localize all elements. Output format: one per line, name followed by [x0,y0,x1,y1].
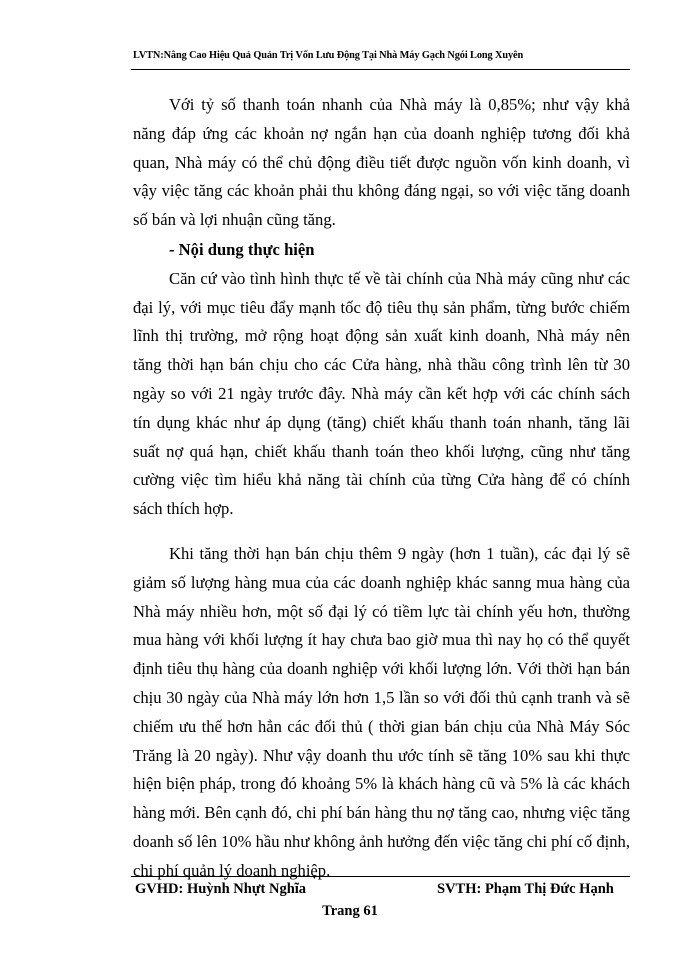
paragraph-implementation: Căn cứ vào tình hình thực tế về tài chính của Nhà máy cũng như các đại lý, với mục tiêu đẩy mạnh tốc độ tiêu thụ sản phẩm, từng bước chiếm lĩnh thị trường, mở rộng hoạt động sản xuất kinh doanh, Nhà máy nên tăng thời hạn bán chịu cho các Cửa hàng, nhà thầu công trình lên từ 30 ngày so với 21 ngày trước đây. Nhà máy cần kết hợp với các chính sách tín dụng khác như áp dụng (tăng) chiết khấu thanh toán nhanh, tăng lãi suất nợ quá hạn, chiết khấu thanh toán theo khối lượng, cũng như tăng cường việc tìm hiểu khả năng tài chính của từng Cửa hàng để có chính sách thích hợp. [133,268,630,519]
running-header: LVTN:Nâng Cao Hiệu Quả Quản Trị Vốn Lưu Động Tại Nhà Máy Gạch Ngói Long Xuyên [133,50,524,61]
page-number: Trang 61 [322,903,378,919]
advisor-name: GVHD: Huỳnh Nhựt Nghĩa [135,881,307,897]
paragraph-quick-ratio: Với tỷ số thanh toán nhanh của Nhà máy là 0,85%; như vậy khả năng đáp ứng các khoản nợ ngắn hạn của doanh nghiệp tương đối khả quan, Nhà máy có thể chủ động điều tiết được nguồn vốn kinh doanh, vì vậy việc tăng các khoản phải thu không đáng ngại, so với việc tăng doanh số bán và lợi nhuận cũng tăng. [133,95,630,230]
footer-divider [131,876,630,877]
document-body [133,91,630,886]
header-divider [131,69,630,70]
student-name: SVTH: Phạm Thị Đức Hạnh [437,881,614,897]
paragraph-impact: Khi tăng thời hạn bán chịu thêm 9 ngày (hơn 1 tuần), các đại lý sẽ giảm số lượng hàng mua của các doanh nghiệp khác sanng mua hàng của Nhà máy nhiều hơn, một số đại lý có tiềm lực tài chính yếu hơn, thường mua hàng với khối lượng ít hay chưa bao giờ mua thì nay họ có thể quyết định tiêu thụ hàng của doanh nghiệp với khối lượng lớn. Với thời hạn bán chịu 30 ngày của Nhà máy lớn hơn 1,5 lần so với đối thủ cạnh tranh và sẽ chiếm ưu thế hơn hẳn các đối thủ ( thời gian bán chịu của Nhà Máy Sóc Trăng là 20 ngày). Như vậy doanh thu ước tính sẽ tăng 10% sau khi thực hiện biện pháp, trong đó khoảng 5% là khách hàng cũ và 5% là các khách hàng mới. Bên cạnh đó, chi phí bán hàng thu nợ tăng cao, nhưng việc tăng doanh số lên 10% hầu như không ảnh hưởng đến việc tăng chi phí cố định, chi phí quản lý doanh nghiệp. [133,543,630,880]
section-heading: - Nội dung thực hiện [169,239,315,259]
